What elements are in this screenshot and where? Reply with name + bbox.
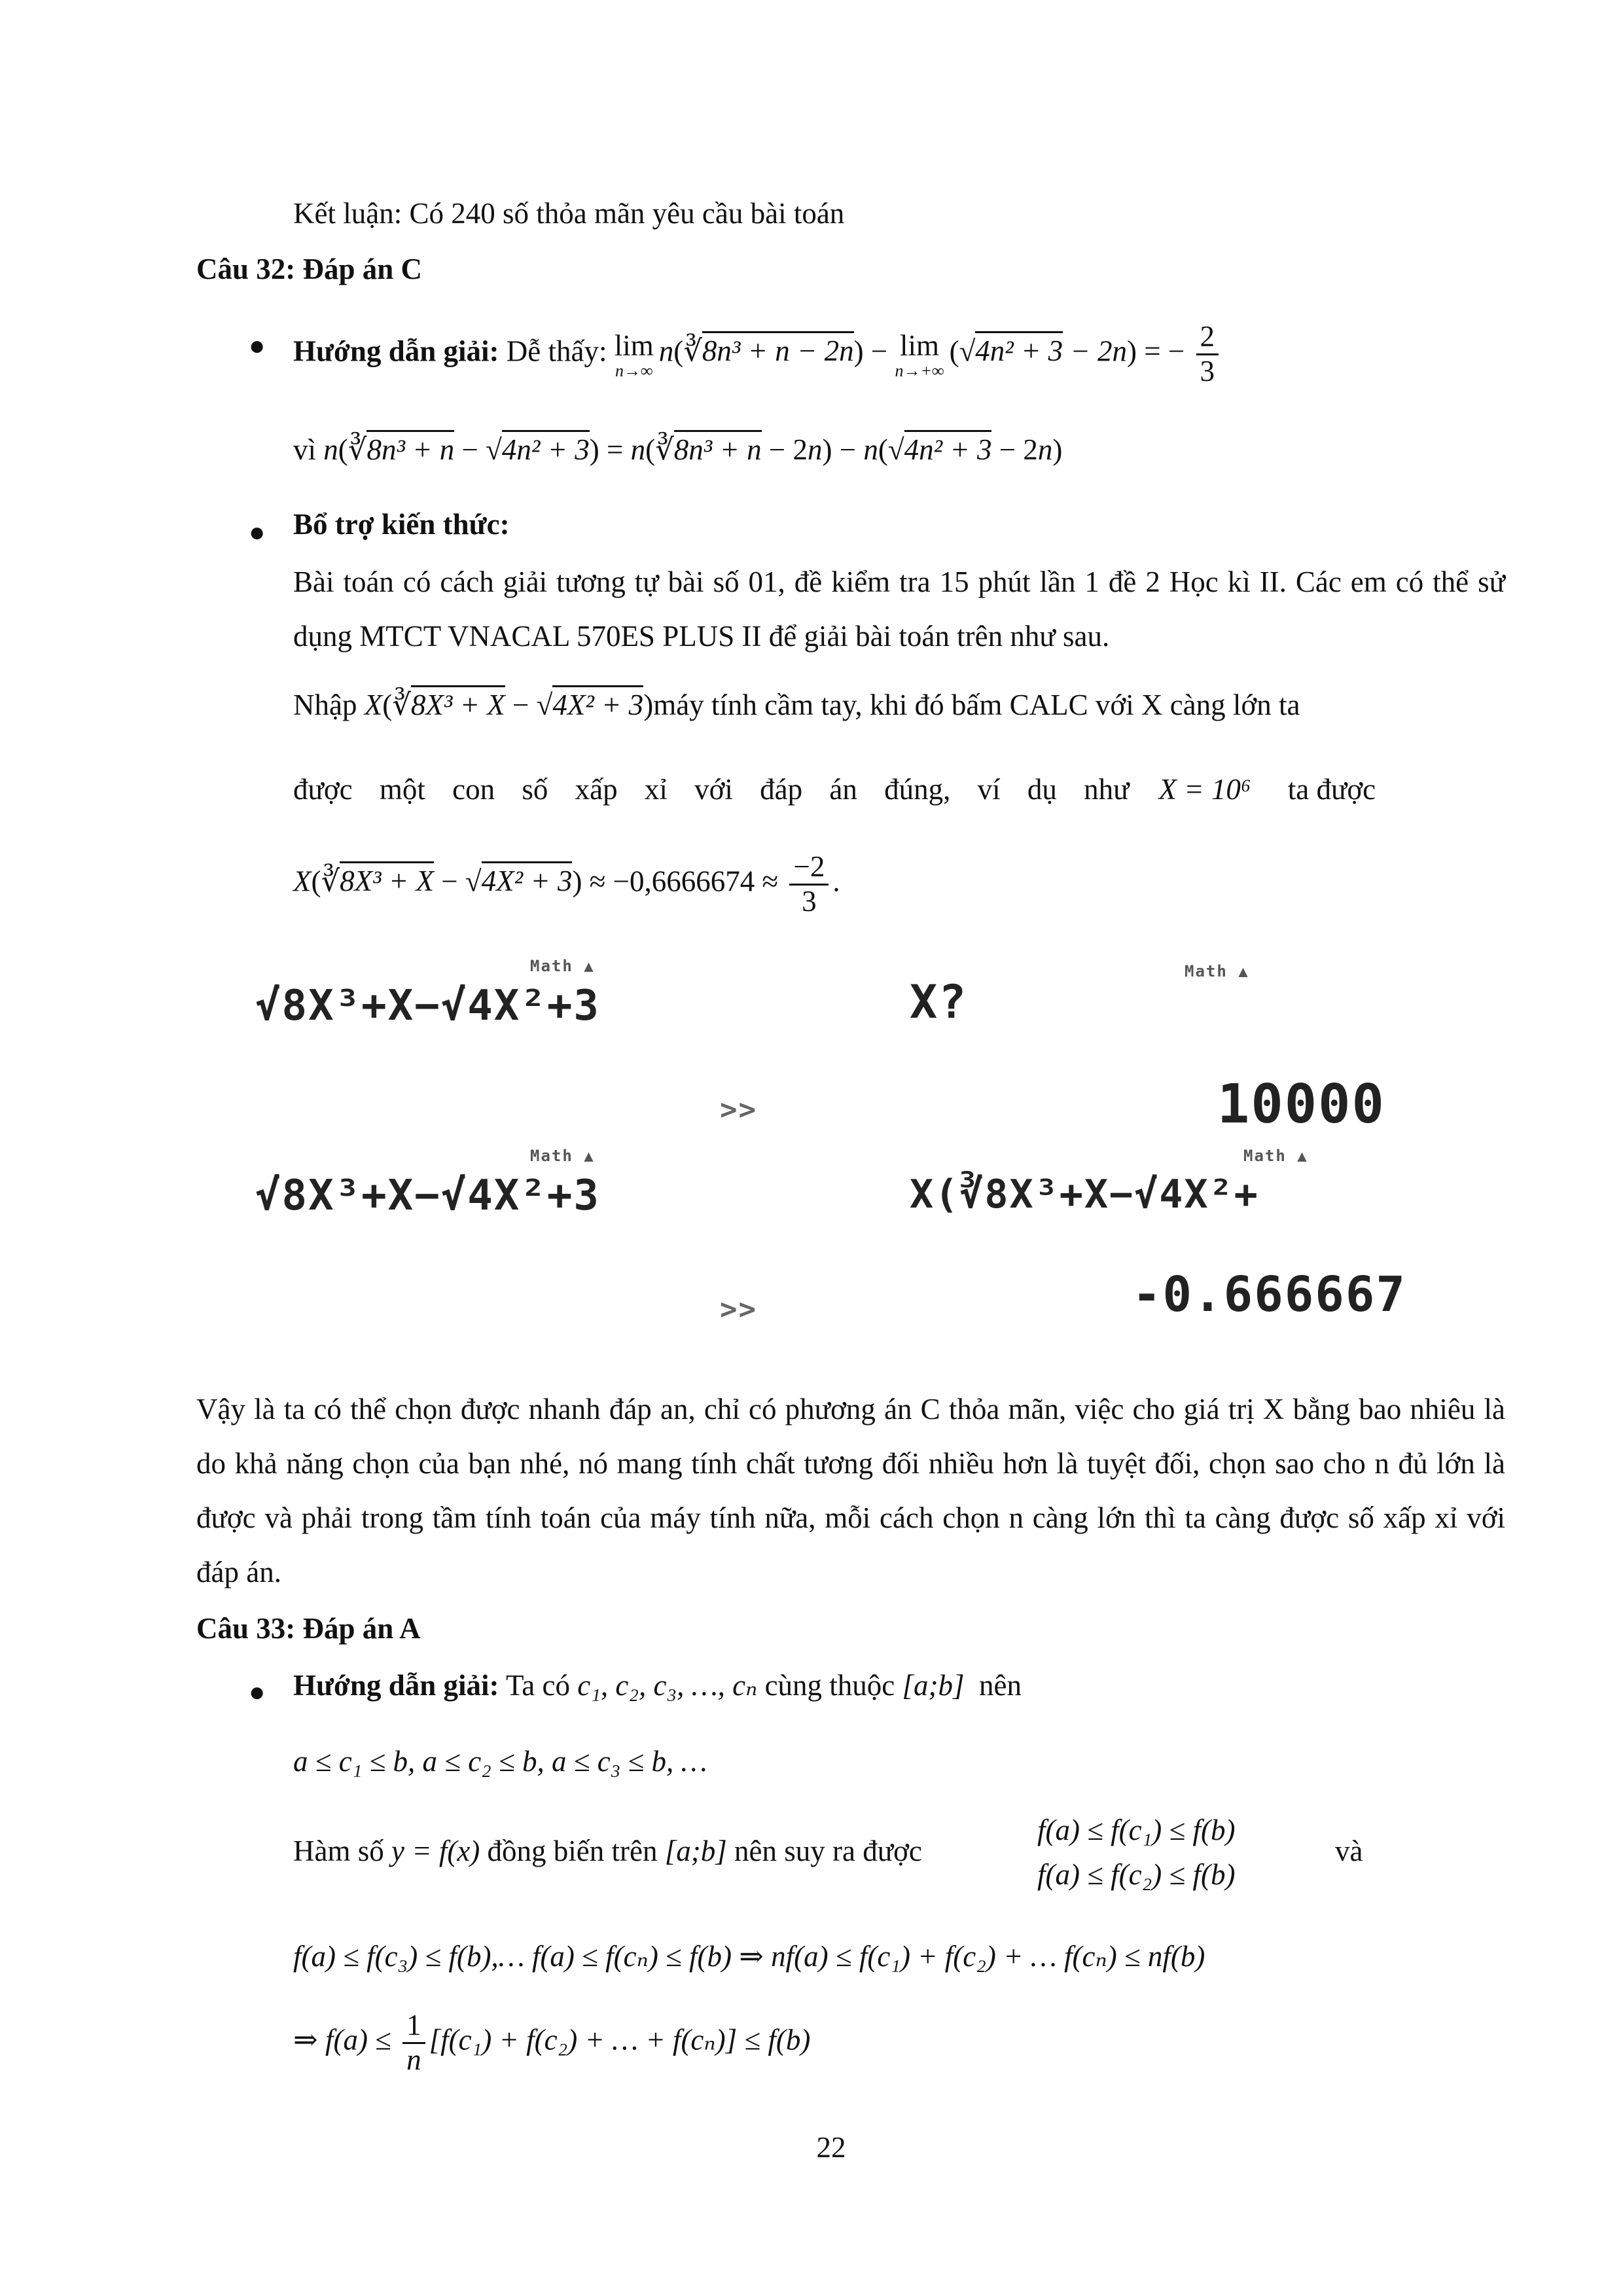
q32-input-line: Nhập X(∛8X³ + X − √4X² + 3)máy tính cầm tay, khi đó bấm CALC với X càng lớn ta — [293, 687, 1300, 722]
final-fraction: $\frac{1}{n}$ — [402, 2009, 425, 2076]
bullet-icon: ● — [249, 1677, 266, 1708]
bullet-icon: ● — [249, 331, 266, 361]
calc-screen4-expression: X(∛8X³+X−√4X²+ — [910, 1172, 1259, 1217]
q32-guide-label: Hướng dẫn giải: — [293, 334, 499, 368]
arrow-icon: >> — [720, 1293, 757, 1326]
q32-guide-line: Hướng dẫn giải: Dễ thấy: lim n→∞ n(∛8n³ + n − 2n) − lim n→+∞ (√4n² + 3 − 2n) = − $\frac{2}{3}$ — [293, 321, 1222, 387]
page-number: 22 — [816, 2131, 846, 2164]
calc-indicator-2: Math ▲ — [1185, 962, 1249, 980]
q33-title: Câu 33: Đáp án A — [196, 1612, 421, 1645]
bullet-icon: ● — [249, 518, 266, 548]
q33-system-2: f(a) ≤ f(c₂) ≤ f(b) — [1037, 1858, 1236, 1891]
q32-support-paragraph: Bài toán có cách giải tương tự bài số 01, đề kiểm tra 15 phút lần 1 đề 2 Học kì II. Các em có thể sử dụng MTCT VNACAL 570ES PLUS II để giải bài toán trên như sau. — [293, 565, 1505, 653]
calc-screen2-prompt: X? — [910, 975, 968, 1029]
q32-approx-line: X(∛8X³ + X − √4X² + 3) ≈ −0,6666674 ≈ $\frac{-2}{3}$ . — [293, 850, 840, 918]
q32-title: Câu 32: Đáp án C — [196, 253, 423, 285]
calc-screen2-value: 10000 — [1217, 1073, 1385, 1136]
q33-long-inequality: f(a) ≤ f(c₃) ≤ f(b),… f(a) ≤ f(cₙ) ≤ f(b) ⇒ nf(a) ≤ f(c₁) + f(c₂) + … f(cₙ) ≤ nf(b) — [293, 1940, 1205, 1973]
q33-system-1: f(a) ≤ f(c₁) ≤ f(b) — [1037, 1814, 1236, 1846]
q32-guide-text: Dễ thấy: — [506, 334, 607, 368]
conclusion-line: Kết luận: Có 240 số thỏa mãn yêu cầu bài toán — [293, 197, 845, 230]
q33-guide-line: Hướng dẫn giải: Ta có c₁, c₂, c₃, …, cₙ cùng thuộc [a;b] nên — [293, 1669, 1022, 1702]
calc-indicator-1: Math ▲ — [530, 957, 595, 975]
lim-2: lim n→+∞ — [895, 329, 944, 380]
q32-because-line: vì n(∛8n³ + n − √4n² + 3) = n(∛8n³ + n − 2n) − n(√4n² + 3 − 2n) — [293, 432, 1062, 467]
q33-final-inequality: ⇒ f(a) ≤ $\frac{1}{n}$ [f(c₁) + f(c₂) + … + f(cₙ)] ≤ f(b) — [293, 2009, 811, 2076]
q33-ineq-chain: a ≤ c₁ ≤ b, a ≤ c₂ ≤ b, a ≤ c₃ ≤ b, … — [293, 1745, 707, 1778]
calc-screen1-expression: √8X³+X−√4X²+3 — [255, 982, 600, 1030]
approx-fraction: $\frac{-2}{3}$ — [789, 851, 829, 918]
q33-func-line: Hàm số y = f(x) đồng biến trên [a;b] nên suy ra được — [293, 1835, 922, 1867]
q32-conclusion-paragraph: Vậy là ta có thể chọn được nhanh đáp an, chỉ có phương án C thỏa mãn, việc cho giá trị X bằng bao nhiêu là do khả năng chọn của bạn nhé, nó mang tính chất tương đối nhiều hơn là tuyệt đối, chọn sao cho n đủ lớn là được và phải trong tầm tính toán của máy tính nữa, mỗi cách chọn n càng lớn thì ta càng được số xấp xỉ với đáp án. — [196, 1393, 1505, 1588]
q33-and: và — [1335, 1835, 1363, 1867]
lim-1: lim n→∞ — [614, 329, 654, 380]
result-fraction: $\frac{2}{3}$ — [1196, 321, 1219, 387]
q32-support-label: Bổ trợ kiến thức: — [293, 508, 510, 541]
calc-screen3-expression: √8X³+X−√4X²+3 — [255, 1172, 600, 1220]
arrow-icon: >> — [720, 1093, 757, 1126]
calc-screen4-result: -0.666667 — [1132, 1266, 1406, 1323]
calc-indicator-4: Math ▲ — [1243, 1147, 1308, 1165]
q32-input-line2: được một con số xấp xỉ với đáp án đúng, ví dụ như X = 10⁶ ta được — [293, 773, 1376, 806]
calc-indicator-3: Math ▲ — [530, 1147, 595, 1165]
